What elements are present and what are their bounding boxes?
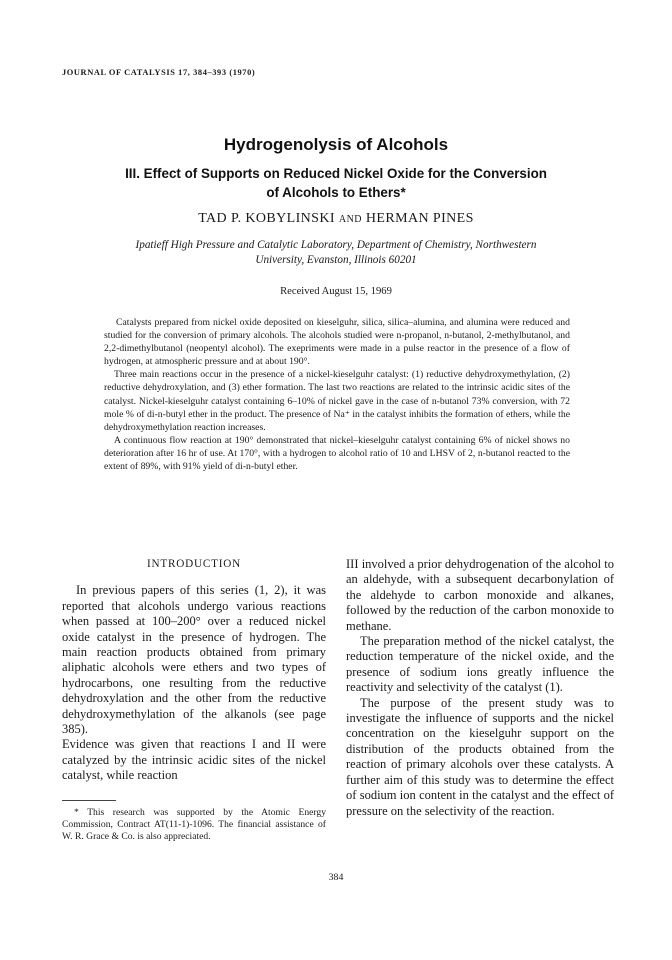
intro-paragraph-2: Evidence was given that reactions I and II were catalyzed by the intrinsic acidic sites of the nickel catalyst, while reaction xyxy=(62,737,326,783)
article-title: Hydrogenolysis of Alcohols xyxy=(223,135,449,154)
author-conjunction: AND xyxy=(338,214,363,225)
footnote-text: * This research was supported by the Atomic Energy Commission, Contract AT(11-1)-1096. The financial assistance of W. R. Grace & Co. is also appreciated. xyxy=(62,806,326,843)
journal-name: JOURNAL OF CATALYSIS xyxy=(62,68,176,77)
author-first: TAD P. KOBYLINSKI xyxy=(198,211,335,226)
intro-paragraph-3: III involved a prior dehydrogenation of the alcohol to an aldehyde, with a subsequent decarbonylation of the aldehyde to carbon monoxide and alkanes, followed by the reduction of the carbon monoxide to methane. xyxy=(346,557,614,633)
journal-header xyxy=(62,68,255,77)
right-column xyxy=(346,557,614,819)
article-subtitle: III. Effect of Supports on Reduced Nickel Oxide for the Conversion of Alcohols to Ethers* xyxy=(125,166,547,200)
author-second: HERMAN PINES xyxy=(365,211,474,226)
abstract-paragraph-1: Catalysts prepared from nickel oxide deposited on kieselguhr, silica, silica–alumina, and alumina were reduced and studied for the conversion of primary alcohols. The alcohols studied were n-propanol, n-butanol, 2-methylbutanol, and 2,2-dimethylbutanol (neopentyl alcohol). The exepriments were made in a pulse reactor in the presence of a flow of hydrogen, at atmospheric pressure and at about 190°. xyxy=(104,317,570,368)
journal-citation: 17, 384–393 (1970) xyxy=(178,68,256,77)
footnote-rule xyxy=(62,800,116,801)
left-column xyxy=(62,557,326,843)
authors xyxy=(0,211,672,227)
received-date: Received August 15, 1969 xyxy=(280,286,392,297)
intro-paragraph-1: In previous papers of this series (1, 2), it was reported that alcohols undergo various reactions when passed at 100–200° over a reduced nickel oxide catalyst in the presence of hydrogen. The main reaction products obtained from primary aliphatic alcohols were ethers and two types of hydrocarbons, one resulting from the reductive dehydroxylation and the other from the reductive dehydroxymethylation of the alkanols (see page 385). xyxy=(62,583,326,737)
intro-paragraph-5: The purpose of the present study was to investigate the influence of supports and the nickel concentration on the kieselguhr support on the distribution of the products obtained from the reaction of primary alcohols over these catalysts. A further aim of this study was to determine the effect of sodium ion content in the catalyst and the effect of pressure on the selectivity of the reaction. xyxy=(346,695,614,818)
abstract-paragraph-2: Three main reactions occur in the presence of a nickel-kieselguhr catalyst: (1) reductive dehydroxymethylation, (2) reductive dehydroxylation, and (3) ether formation. The last two reactions are related to the intrinsic acidic sites of the catalyst. Nickel-kieselguhr catalyst containing 6–10% of nickel gave in the case of n-butanol 73% conversion, with 72 mole % of di-n-butyl ether in the product. The presence of Na⁺ in the catalyst inhibits the formation of ethers, while the dehydroxymethylation reaction increases. xyxy=(104,369,570,433)
affiliation: Ipatieff High Pressure and Catalytic Laboratory, Department of Chemistry, Northwestern University, Evanston, Illinois 60201 xyxy=(135,239,537,266)
intro-paragraph-4: The preparation method of the nickel catalyst, the reduction temperature of the nickel oxide, and the presence of sodium ions greatly influence the reactivity and selectivity of the catalyst (1). xyxy=(346,634,614,695)
page-number: 384 xyxy=(328,872,344,883)
abstract xyxy=(104,316,570,473)
section-heading-introduction: INTRODUCTION xyxy=(146,558,242,570)
abstract-paragraph-3: A continuous flow reaction at 190° demonstrated that nickel–kieselguhr catalyst containing 6% of nickel shows no deterioration after 16 hr of use. At 170°, with a hydrogen to alcohol ratio of 10 and LHSV of 2, n-butanol reacted to the extent of 89%, with 91% yield of di-n-butyl ether. xyxy=(104,434,570,473)
footnote xyxy=(62,807,326,844)
